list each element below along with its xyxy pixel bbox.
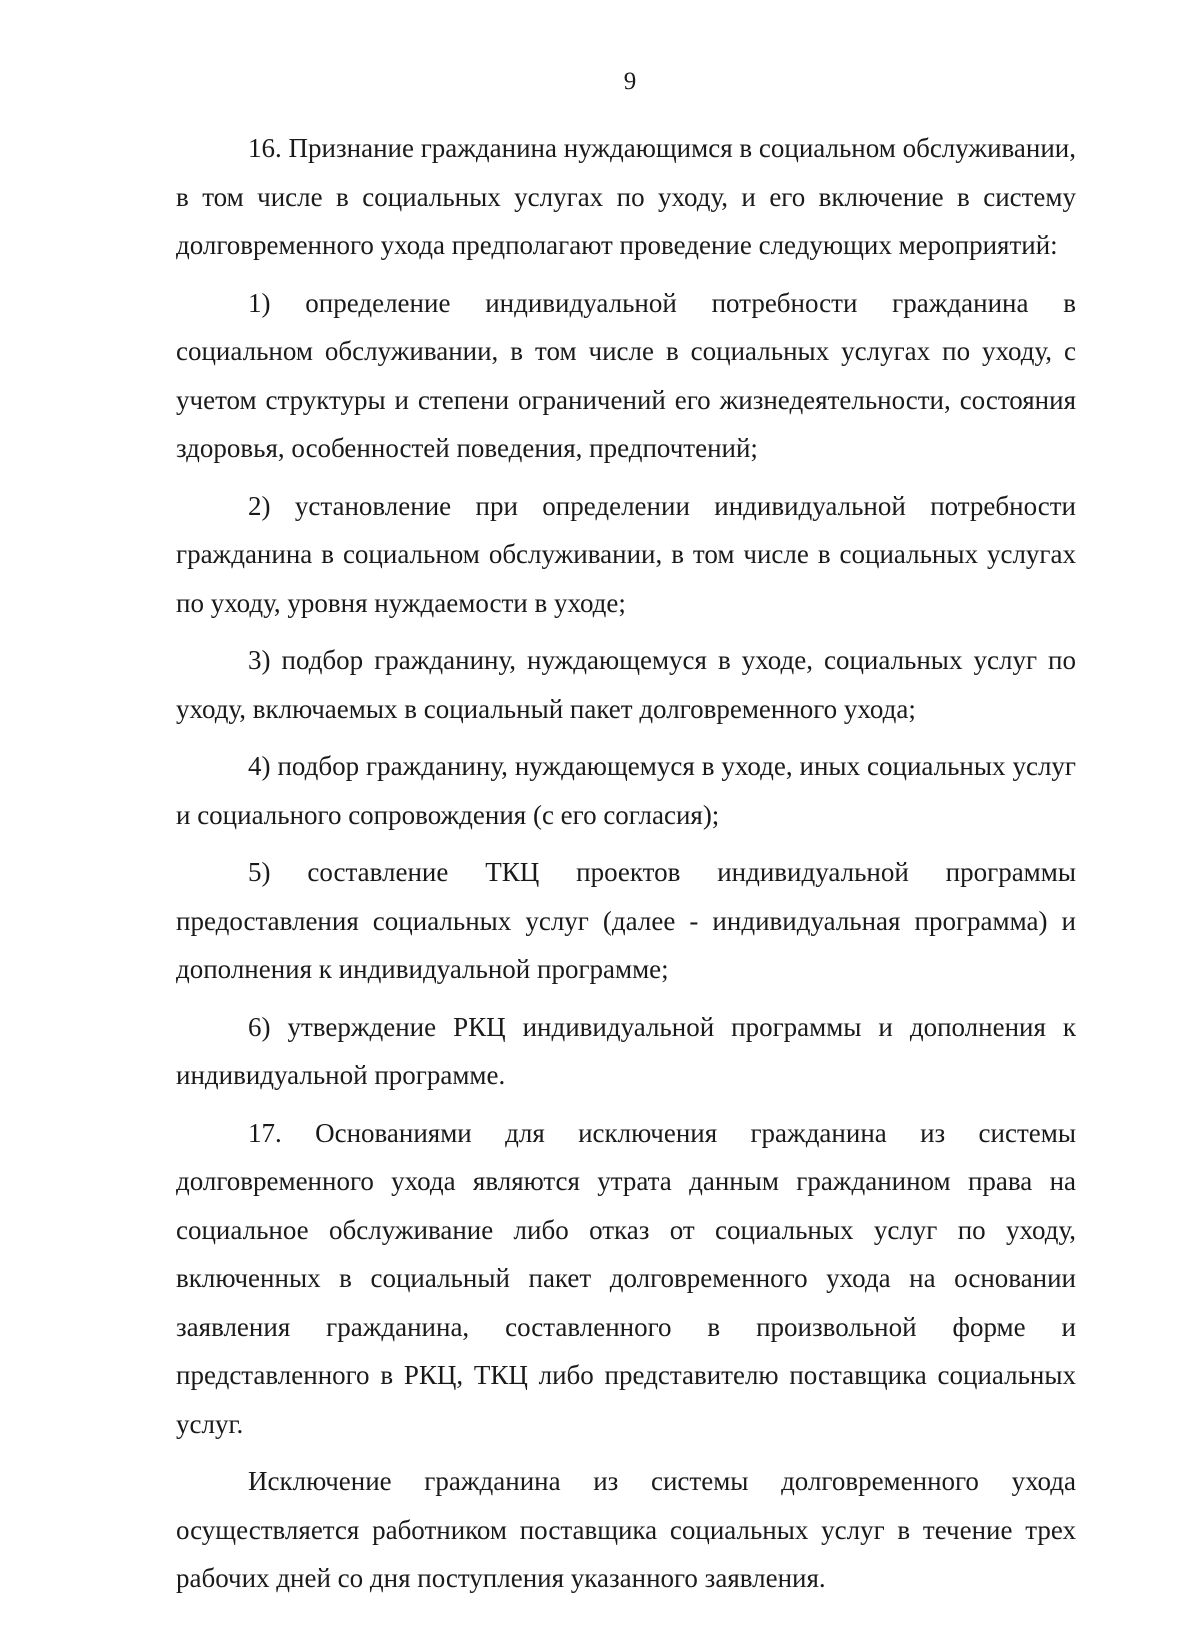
list-item-6: 6) утверждение РКЦ индивидуальной программы и дополнения к индивидуальной программе. <box>176 1011 1076 1090</box>
list-item-2: 2) установление при определении индивидуальной потребности гражданина в социальном обслуживании, в том числе в социальных услугах по уходу, уровня нуждаемости в уходе; <box>176 490 1076 618</box>
document-body <box>176 124 1076 1603</box>
list-item-5: 5) составление ТКЦ проектов индивидуальной программы предоставления социальных услуг (далее - индивидуальная программа) и дополнения к индивидуальной программе; <box>176 857 1076 984</box>
paragraph-17: 17. Основаниями для исключения гражданина из системы долговременного ухода являются утрата данным гражданином права на социальное обслуживание либо отказ от социальных услуг по уходу, включенных в социальный пакет долговременного ухода на основании заявления гражданина, составленного в произвольной форме и представленного в РКЦ, ТКЦ либо представителю поставщика социальных услуг. <box>176 1117 1076 1439</box>
paragraph-exclusion: Исключение гражданина из системы долговременного ухода осуществляется работником поставщика социальных услуг в течение трех рабочих дней со дня поступления указанного заявления. <box>176 1466 1076 1593</box>
page-number: 9 <box>623 68 637 95</box>
list-item-4: 4) подбор гражданину, нуждающемуся в уходе, иных социальных услуг и социального сопровождения (с его согласия); <box>176 751 1076 830</box>
list-item-3: 3) подбор гражданину, нуждающемуся в уходе, социальных услуг по уходу, включаемых в социальный пакет долговременного ухода; <box>176 645 1076 724</box>
list-item-1: 1) определение индивидуальной потребности гражданина в социальном обслуживании, в том числе в социальных услугах по уходу, с учетом структуры и степени ограничений его жизнедеятельности, состояния здоровья, особенностей поведения, предпочтений; <box>176 287 1076 463</box>
paragraph-16: 16. Признание гражданина нуждающимся в социальном обслуживании, в том числе в социальных услугах по уходу, и его включение в систему долговременного ухода предполагают проведение следующих мероприятий: <box>176 133 1076 260</box>
